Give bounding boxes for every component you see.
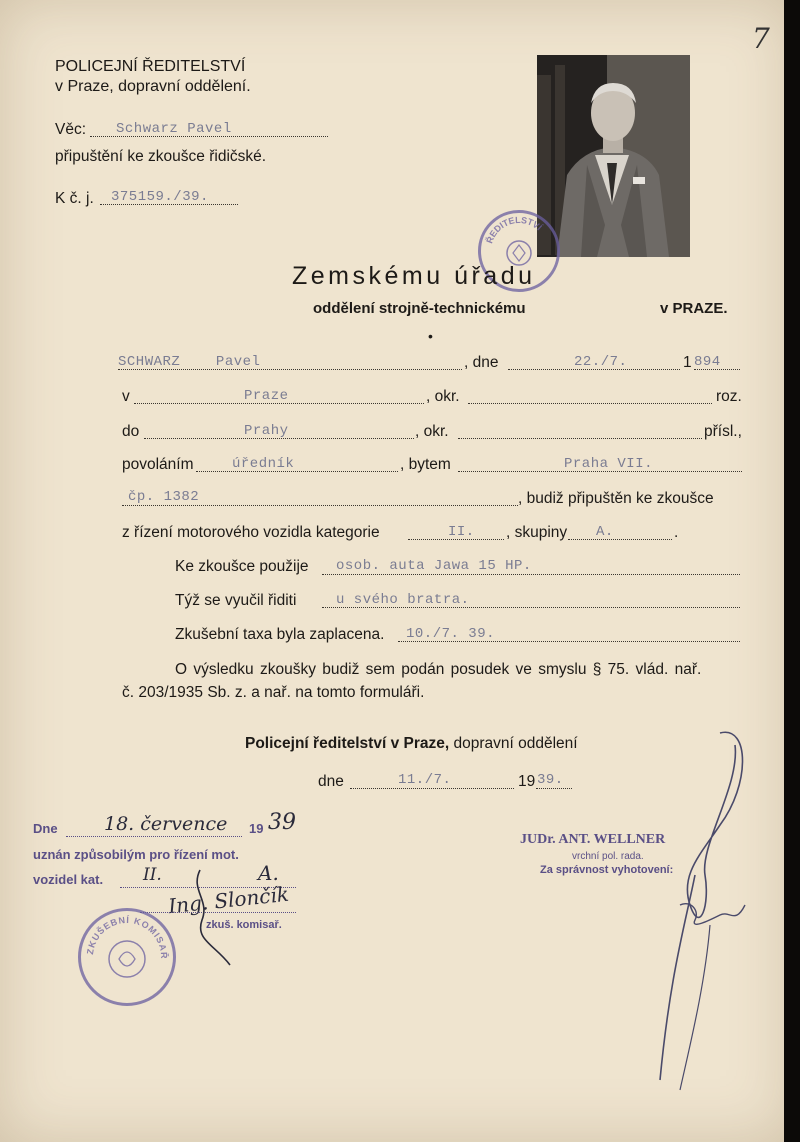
born-year: 894 — [694, 354, 721, 370]
examiner-seal — [78, 908, 176, 1006]
official-rank: vrchní pol. rada. — [572, 851, 644, 862]
born-label: , dne — [464, 354, 499, 371]
vehicle-label: Ke zkoušce použije — [175, 558, 309, 575]
issuer-office — [245, 735, 578, 753]
exam-line2: uznán způsobilým pro řízení mot. — [33, 847, 239, 862]
group-label: , skupiny — [506, 524, 568, 541]
born-year-prefix: 1 — [683, 354, 692, 371]
issuer-date-label: dne — [318, 773, 344, 790]
address-dots — [122, 505, 518, 506]
signature-stroke-icon — [180, 860, 250, 970]
exam-year-prefix: 19 — [249, 821, 264, 836]
district2-dots — [458, 438, 702, 439]
address: čp. 1382 — [128, 489, 200, 505]
domicile-label: do — [122, 423, 140, 440]
trained-label: Týž se vyučil řiditi — [175, 592, 297, 609]
applicant-photo — [537, 55, 690, 257]
birthplace: Praze — [244, 388, 289, 404]
domicile: Prahy — [244, 423, 289, 439]
district-dots — [468, 403, 712, 404]
issuer-date-dots — [350, 788, 514, 789]
office-header-line1: POLICEJNÍ ŘEDITELSTVÍ — [55, 58, 246, 75]
exam-date-label: Dne — [33, 821, 58, 836]
recipient-department: oddělení strojně-technickému — [313, 300, 526, 317]
recipient-title: Zemskému úřadu — [292, 262, 536, 290]
recipient-city: v PRAZE. — [660, 300, 728, 317]
vehicle-dots — [322, 574, 740, 575]
bullet-dot: • — [428, 328, 433, 344]
exam-category-handwritten: II. — [143, 865, 162, 885]
result-line1: O výsledku zkoušky budiž sem podán posudek ve smyslu § 75. vlád. nař. — [175, 661, 702, 678]
exam-date-handwritten: 18. července — [104, 813, 228, 835]
office-header-line2: v Praze, dopravní oddělení. — [55, 78, 251, 95]
occupation: úředník — [232, 456, 295, 472]
applicant-name: SCHWARZ Pavel — [118, 354, 261, 370]
issuer-year-dots — [536, 788, 572, 789]
category-end-dot: . — [674, 524, 679, 541]
official-signature-icon — [640, 725, 770, 1095]
exam-date-dots — [66, 836, 242, 837]
result-line2: č. 203/1935 Sb. z. a nař. na tomto formuláři. — [122, 684, 425, 701]
subject-value: Schwarz Pavel — [116, 121, 232, 137]
occupation-dots — [196, 471, 398, 472]
examiner-seal-emblem-icon — [81, 911, 173, 1003]
residence-label: , bytem — [400, 456, 451, 473]
page-edge-shadow — [784, 0, 792, 1142]
examiner-seal-text: ZKUŠEBNÍ KOMISAŘ — [85, 914, 170, 960]
district-label: , okr. — [426, 388, 460, 405]
corner-mark: 7 — [752, 22, 770, 55]
vehicle-category: II. — [448, 524, 475, 540]
subject-label: Věc: — [55, 121, 87, 138]
reference-label: K č. j. — [55, 190, 94, 207]
official-name: JUDr. ANT. WELLNER — [520, 832, 666, 847]
vehicle-group: A. — [596, 524, 614, 540]
fee-date: 10./7. 39. — [406, 626, 496, 642]
roz-label: roz. — [716, 388, 742, 405]
seal-top-text: ŘEDITELSTVÍ — [484, 214, 544, 245]
issuer-date: 11./7. — [398, 772, 452, 788]
exam-vehicle: osob. auta Jawa 15 HP. — [336, 558, 532, 574]
born-date: 22./7. — [574, 354, 628, 370]
residence: Praha VII. — [564, 456, 654, 472]
admitted-text: , budiž připuštěn ke zkoušce — [518, 490, 714, 507]
exam-line3-label: vozidel kat. — [33, 872, 104, 887]
issuer-office-bold: Policejní ředitelství v Praze, — [245, 735, 450, 752]
issuer-office-rest: dopravní oddělení — [449, 735, 578, 752]
portrait-image — [537, 55, 690, 257]
district2-label: , okr. — [415, 423, 449, 440]
examiner-role: zkuš. komisař. — [206, 919, 282, 931]
examiner-signature: Ing. Slončík — [167, 881, 290, 919]
category-text: z řízení motorového vozidla kategorie — [122, 524, 380, 541]
issuer-year: 39. — [537, 772, 564, 788]
subject-description: připuštění ke zkoušce řidičské. — [55, 148, 267, 165]
exam-group-handwritten: A. — [258, 861, 279, 885]
issuer-year-prefix: 19 — [518, 773, 536, 790]
fee-label: Zkušební taxa byla zaplacena. — [175, 626, 385, 643]
official-note: Za správnost vyhotovení: — [540, 864, 674, 876]
group-dots — [568, 539, 672, 540]
svg-text:ŘEDITELSTVÍ — [483, 215, 544, 245]
occupation-label: povoláním — [122, 456, 194, 473]
prisl-label: přísl., — [704, 423, 742, 440]
reference-value: 375159./39. — [111, 189, 209, 205]
trained-by: u svého bratra. — [336, 592, 470, 608]
birthplace-label: v — [122, 388, 130, 405]
exam-year-handwritten: 39 — [268, 810, 296, 835]
